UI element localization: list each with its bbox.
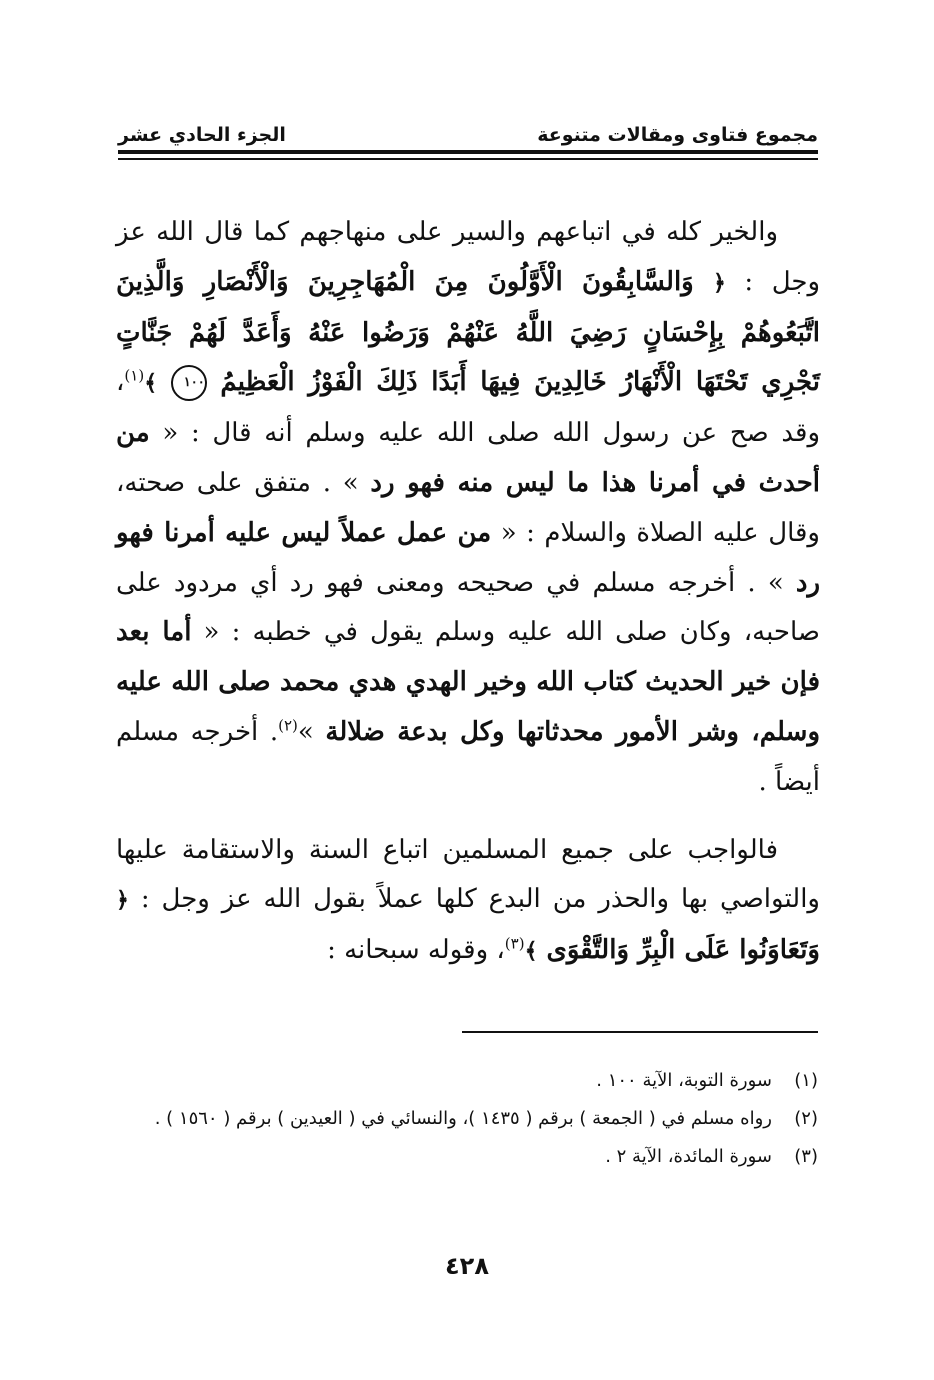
footnote-text: سورة المائدة، الآية ٢ . (605, 1146, 772, 1167)
hadith-quote-2: من عمل عملاً ليس عليه أمرنا فهو رد (116, 517, 820, 598)
p1-text-5: » (297, 716, 326, 747)
p2-text-1: فالواجب على جميع المسلمين اتباع السنة والاستقامة عليها والتواصي بها والحذر من البدع كلها عملاً بقول الله عز وجل : (116, 834, 820, 915)
ornate-bracket-close: ﴾ (524, 938, 538, 965)
ornate-bracket-open: ﴿ (116, 887, 129, 914)
footnote-text: سورة التوبة، الآية ١٠٠ . (596, 1070, 772, 1091)
footnotes (118, 1062, 818, 1176)
footnote-number: (٢) (794, 1108, 818, 1129)
p1-text-6: . أخرجه مسلم أيضاً . (116, 716, 820, 797)
p1-text-1: والخير كله في اتباعهم والسير على منهاجهم كما قال الله عز وجل : (116, 217, 821, 297)
footnote-item (118, 1100, 818, 1138)
header-rule-thick (118, 150, 818, 154)
volume-label: الجزء الحادي عشر (118, 124, 286, 146)
main-text (116, 208, 820, 977)
p1-text-2: ، وقد صح عن رسول الله صلى الله عليه وسلم أنه قال : « (116, 367, 820, 449)
footnote-separator (462, 1031, 818, 1033)
header-rule-thin (118, 158, 818, 160)
footnote-ref-3[interactable]: (٣) (504, 934, 525, 953)
verse-number-marker: ١٠٠ (171, 365, 207, 401)
quran-verse-text: وَالسَّابِقُونَ الْأَوَّلُونَ مِنَ الْمُهَاجِرِينَ وَالْأَنْصَارِ وَالَّذِينَ اتَّبَعُوهُمْ بِإِحْسَانٍ رَضِيَ اللَّهُ عَنْهُمْ وَرَضُوا عَنْهُ وَأَعَدَّ لَهُمْ جَنَّاتٍ تَجْرِي تَحْتَهَا الْأَنْهَارُ خَالِدِينَ فِيهَا أَبَدًا ذَلِكَ الْفَوْزُ الْعَظِيمُ (116, 266, 820, 398)
book-title: مجموع فتاوى ومقالات متنوعة (537, 124, 818, 146)
hadith-quote-3: أما بعد فإن خير الحديث كتاب الله وخير الهدي هدي محمد صلى الله عليه وسلم، وشر الأمور محدثاتها وكل بدعة ضلالة (116, 617, 821, 747)
footnote-ref-2[interactable]: (٢) (278, 716, 298, 735)
footnote-item (118, 1062, 818, 1100)
running-header (118, 112, 818, 146)
paragraph-2 (116, 826, 820, 977)
footnote-ref-1[interactable]: (١) (124, 366, 145, 385)
footnote-item (118, 1138, 818, 1176)
hadith-quote-1: من أحدث في أمرنا هذا ما ليس منه فهو رد (116, 418, 821, 498)
ornate-bracket-close: ﴾ (144, 370, 158, 397)
p1-text-3: » . متفق على صحته، وقال عليه الصلاة والسلام : « (116, 467, 820, 548)
p2-text-2: ، وقوله سبحانه : (327, 935, 505, 966)
footnote-number: (٣) (794, 1146, 818, 1167)
page-number: ٤٢٨ (445, 1252, 489, 1280)
ornate-bracket-open: ﴿ (713, 269, 726, 296)
quran-quote-1 (116, 267, 820, 398)
quran-verse-text: وَتَعَاوَنُوا عَلَى الْبِرِّ وَالتَّقْوَى (537, 935, 820, 966)
p1-text-4: » . أخرجه مسلم في صحيحه ومعنى فهو رد أي مردود على صاحبه، وكان صلى الله عليه وسلم يقول في خطبه : « (116, 567, 820, 648)
footnote-text: رواه مسلم في ( الجمعة ) برقم ( ١٤٣٥ )، والنسائي في ( العيدين ) برقم ( ١٥٦٠ ) . (154, 1108, 772, 1129)
paragraph-1 (116, 208, 820, 808)
footnote-number: (١) (794, 1070, 818, 1091)
